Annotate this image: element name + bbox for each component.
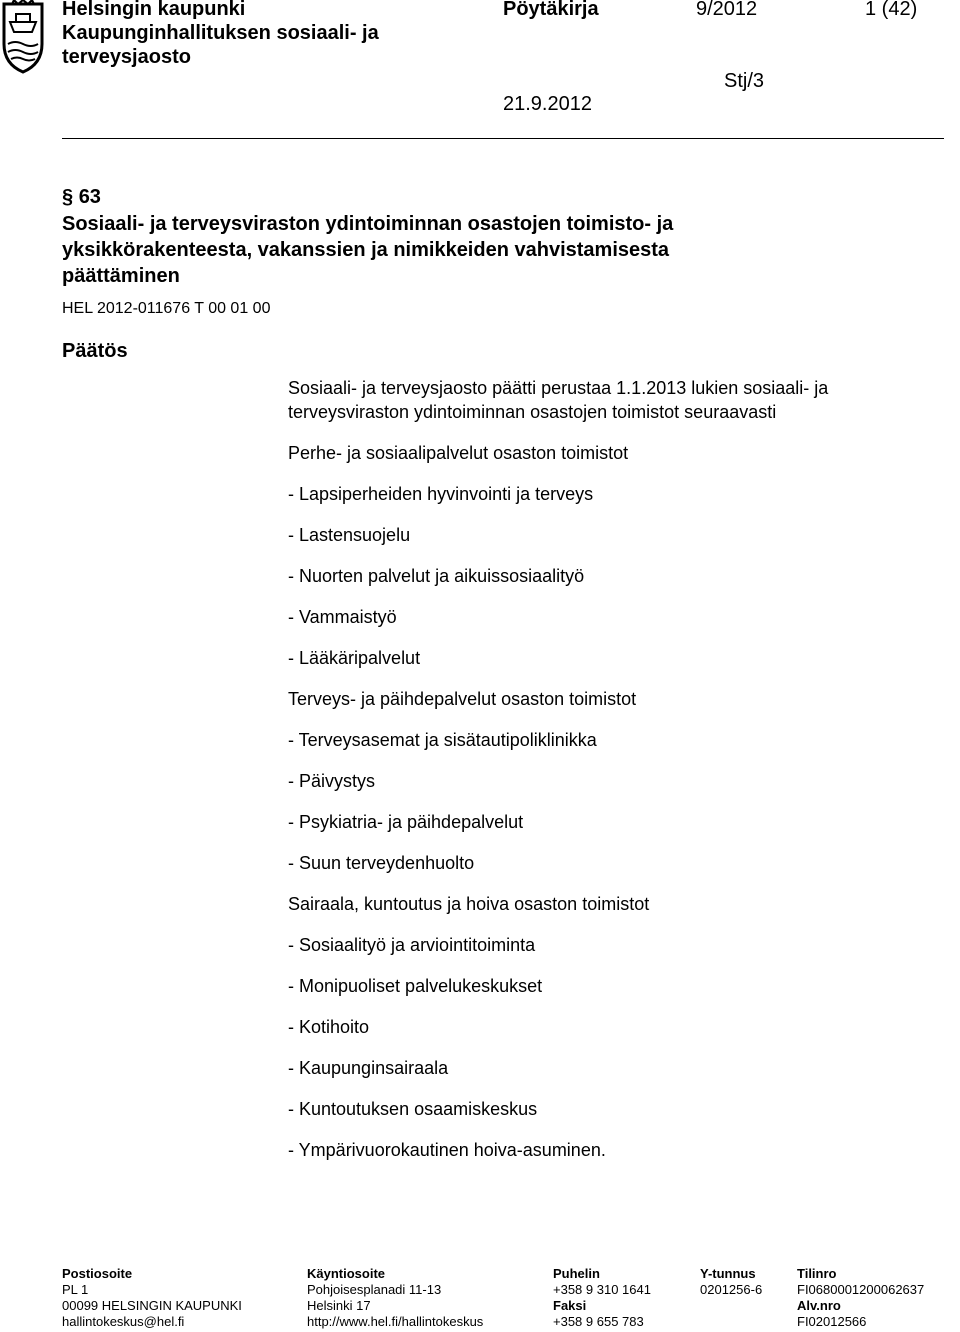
office-item: - Monipuoliset palvelukeskukset	[288, 976, 543, 996]
document-type: Pöytäkirja	[503, 0, 599, 20]
diary-number: HEL 2012-011676 T 00 01 00	[62, 300, 271, 317]
office-item: - Kuntoutuksen osaamiskeskus	[288, 1099, 538, 1119]
office-item: - Lapsiperheiden hyvinvointi ja terveys	[288, 484, 594, 504]
footer-value: Helsinki 17	[307, 1298, 371, 1313]
department-line-1: Kaupunginhallituksen sosiaali- ja	[62, 22, 379, 44]
footer-label: Tilinro	[797, 1266, 837, 1281]
office-item: - Sosiaalityö ja arviointitoiminta	[288, 935, 536, 955]
office-item: - Vammaistyö	[288, 607, 397, 627]
footer-label: Y-tunnus	[700, 1266, 756, 1281]
department-heading: Perhe- ja sosiaalipalvelut osaston toimistot	[288, 443, 629, 463]
footer-value: PL 1	[62, 1282, 89, 1297]
decision-intro	[288, 376, 938, 424]
section-title-line: Sosiaali- ja terveysviraston ydintoiminnan osastojen toimisto- ja	[62, 213, 674, 235]
office-item: - Lääkäripalvelut	[288, 648, 421, 668]
office-item: - Kotihoito	[288, 1017, 370, 1037]
office-item: - Nuorten palvelut ja aikuissosiaalityö	[288, 566, 585, 586]
footer-website: http://www.hel.fi/hallintokeskus	[307, 1314, 484, 1329]
department-line-2: terveysjaosto	[62, 46, 191, 68]
footer-label: Alv.nro	[797, 1298, 841, 1313]
document-number: 9/2012	[696, 0, 758, 20]
decision-label: Päätös	[62, 340, 128, 362]
footer-value: +358 9 310 1641	[553, 1282, 651, 1297]
footer-label: Postiosoite	[62, 1266, 133, 1281]
footer-label: Faksi	[553, 1298, 587, 1313]
section-code: Stj/3	[724, 70, 765, 92]
office-item: - Psykiatria- ja päihdepalvelut	[288, 812, 524, 832]
office-item: - Terveysasemat ja sisätautipoliklinikka	[288, 730, 597, 750]
section-title-line: päättäminen	[62, 265, 180, 287]
helsinki-coat-of-arms-logo	[0, 0, 46, 74]
decision-body	[288, 376, 938, 1179]
department-heading: Terveys- ja päihdepalvelut osaston toimistot	[288, 689, 637, 709]
footer-value: 00099 HELSINGIN KAUPUNKI	[62, 1298, 242, 1313]
footer-email: hallintokeskus@hel.fi	[62, 1314, 185, 1329]
office-item: - Lastensuojelu	[288, 525, 411, 545]
office-item: - Suun terveydenhuolto	[288, 853, 475, 873]
decision-intro-line: terveysviraston ydintoiminnan osastojen toimistot seuraavasti	[288, 402, 777, 422]
office-item: - Kaupunginsairaala	[288, 1058, 449, 1078]
decision-intro-line: Sosiaali- ja terveysjaosto päätti perustaa 1.1.2013 lukien sosiaali- ja	[288, 378, 829, 398]
footer-value: FI02012566	[797, 1314, 867, 1329]
footer-label: Puhelin	[553, 1266, 600, 1281]
footer-phone	[553, 1266, 651, 1330]
department-heading: Sairaala, kuntoutus ja hoiva osaston toimistot	[288, 894, 650, 914]
page-number: 1 (42)	[865, 0, 918, 20]
footer-account	[797, 1266, 924, 1330]
office-item: - Ympärivuorokautinen hoiva-asuminen.	[288, 1140, 606, 1160]
footer-label: Käyntiosoite	[307, 1266, 386, 1281]
footer-value: 0201256-6	[700, 1282, 763, 1297]
footer-business-id	[700, 1266, 762, 1298]
footer-value: +358 9 655 783	[553, 1314, 644, 1329]
office-item: - Päivystys	[288, 771, 376, 791]
org-name: Helsingin kaupunki	[62, 0, 246, 20]
footer-postal-address	[62, 1266, 242, 1330]
footer-value: FI0680001200062637	[797, 1282, 925, 1297]
section-number: § 63	[62, 186, 101, 208]
section-title	[62, 211, 922, 289]
header-divider	[62, 138, 944, 139]
section-title-line: yksikkörakenteesta, vakanssien ja nimikkeiden vahvistamisesta	[62, 239, 670, 261]
footer-visiting-address	[307, 1266, 483, 1330]
footer-value: Pohjoisesplanadi 11-13	[307, 1282, 442, 1297]
section-number-value: 63	[78, 186, 101, 208]
meeting-date: 21.9.2012	[503, 93, 592, 115]
